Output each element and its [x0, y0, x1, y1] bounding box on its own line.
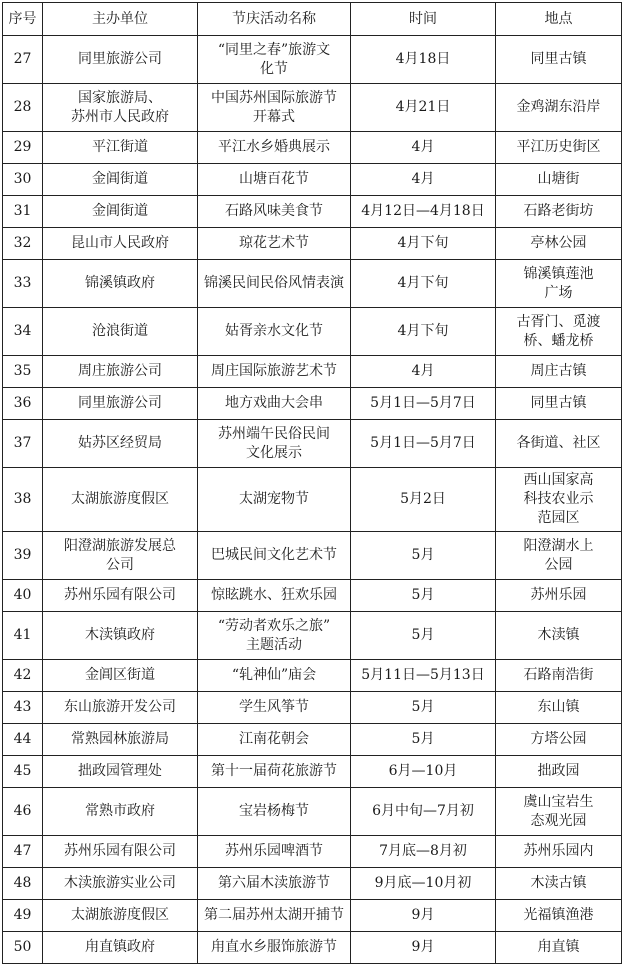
cell-time: 4月21日 — [351, 84, 496, 132]
table-row — [3, 532, 622, 580]
cell-time: 4月12日—4月18日 — [351, 196, 496, 228]
cell-index: 27 — [3, 36, 43, 84]
cell-location: 古胥门、觅渡 桥、蟠龙桥 — [496, 308, 622, 356]
cell-location: 石路老街坊 — [496, 196, 622, 228]
cell-index: 46 — [3, 788, 43, 836]
table-row — [3, 260, 622, 308]
cell-index: 44 — [3, 724, 43, 756]
cell-organizer: 苏州乐园有限公司 — [43, 836, 198, 868]
cell-time: 5月11日—5月13日 — [351, 660, 496, 692]
cell-time: 9月 — [351, 932, 496, 964]
cell-organizer: 同里旅游公司 — [43, 36, 198, 84]
cell-index: 43 — [3, 692, 43, 724]
cell-time: 5月1日—5月7日 — [351, 388, 496, 420]
cell-organizer: 阳澄湖旅游发展总 公司 — [43, 532, 198, 580]
table-row — [3, 932, 622, 964]
cell-event-name: 周庄国际旅游艺术节 — [198, 356, 351, 388]
cell-time: 9月底—10月初 — [351, 868, 496, 900]
cell-time: 4月下旬 — [351, 228, 496, 260]
cell-time: 4月18日 — [351, 36, 496, 84]
table-row — [3, 900, 622, 932]
cell-organizer: 太湖旅游度假区 — [43, 900, 198, 932]
cell-event-name: 江南花朝会 — [198, 724, 351, 756]
cell-time: 6月—10月 — [351, 756, 496, 788]
cell-organizer: 太湖旅游度假区 — [43, 468, 198, 532]
cell-location: 苏州乐园内 — [496, 836, 622, 868]
cell-index: 37 — [3, 420, 43, 468]
table-row — [3, 724, 622, 756]
cell-index: 29 — [3, 132, 43, 164]
cell-location: 石路南浩街 — [496, 660, 622, 692]
cell-organizer: 姑苏区经贸局 — [43, 420, 198, 468]
cell-organizer: 沧浪街道 — [43, 308, 198, 356]
cell-time: 5月 — [351, 612, 496, 660]
cell-organizer: 锦溪镇政府 — [43, 260, 198, 308]
table-row — [3, 692, 622, 724]
table-row — [3, 836, 622, 868]
table-row — [3, 468, 622, 532]
cell-location: 方塔公园 — [496, 724, 622, 756]
cell-time: 5月 — [351, 532, 496, 580]
cell-location: 平江历史街区 — [496, 132, 622, 164]
cell-index: 28 — [3, 84, 43, 132]
cell-location: 同里古镇 — [496, 388, 622, 420]
cell-event-name: 第六届木渎旅游节 — [198, 868, 351, 900]
cell-organizer: 金阊街道 — [43, 164, 198, 196]
cell-event-name: 宝岩杨梅节 — [198, 788, 351, 836]
cell-organizer: 木渎旅游实业公司 — [43, 868, 198, 900]
cell-time: 5月1日—5月7日 — [351, 420, 496, 468]
table-row — [3, 84, 622, 132]
table-row — [3, 420, 622, 468]
cell-event-name: 姑胥亲水文化节 — [198, 308, 351, 356]
cell-organizer: 甪直镇政府 — [43, 932, 198, 964]
table-row — [3, 756, 622, 788]
cell-event-name: 学生风筝节 — [198, 692, 351, 724]
table-row — [3, 132, 622, 164]
cell-location: 西山国家高 科技农业示 范园区 — [496, 468, 622, 532]
cell-organizer: 金阊区街道 — [43, 660, 198, 692]
cell-location: 各街道、社区 — [496, 420, 622, 468]
cell-event-name: 中国苏州国际旅游节 开幕式 — [198, 84, 351, 132]
cell-index: 31 — [3, 196, 43, 228]
cell-event-name: 锦溪民间民俗风情表演 — [198, 260, 351, 308]
cell-index: 45 — [3, 756, 43, 788]
cell-time: 5月2日 — [351, 468, 496, 532]
cell-organizer: 拙政园管理处 — [43, 756, 198, 788]
cell-event-name: 琼花艺术节 — [198, 228, 351, 260]
cell-organizer: 木渎镇政府 — [43, 612, 198, 660]
table-row — [3, 36, 622, 84]
cell-location: 亭林公园 — [496, 228, 622, 260]
cell-index: 48 — [3, 868, 43, 900]
cell-organizer: 常熟园林旅游局 — [43, 724, 198, 756]
header-location: 地点 — [496, 3, 622, 36]
cell-event-name: 第二届苏州太湖开捕节 — [198, 900, 351, 932]
cell-location: 周庄古镇 — [496, 356, 622, 388]
cell-index: 50 — [3, 932, 43, 964]
cell-location: 拙政园 — [496, 756, 622, 788]
cell-location: 虞山宝岩生 态观光园 — [496, 788, 622, 836]
cell-organizer: 昆山市人民政府 — [43, 228, 198, 260]
cell-index: 36 — [3, 388, 43, 420]
cell-event-name: 惊眩跳水、狂欢乐园 — [198, 580, 351, 612]
cell-index: 42 — [3, 660, 43, 692]
cell-time: 9月 — [351, 900, 496, 932]
cell-event-name: 平江水乡婚典展示 — [198, 132, 351, 164]
table-row — [3, 788, 622, 836]
table-row — [3, 356, 622, 388]
cell-organizer: 苏州乐园有限公司 — [43, 580, 198, 612]
cell-time: 4月下旬 — [351, 260, 496, 308]
cell-event-name: “轧神仙”庙会 — [198, 660, 351, 692]
cell-location: 苏州乐园 — [496, 580, 622, 612]
cell-time: 4月 — [351, 164, 496, 196]
table-row — [3, 388, 622, 420]
cell-event-name: 地方戏曲大会串 — [198, 388, 351, 420]
cell-event-name: 山塘百花节 — [198, 164, 351, 196]
cell-location: 甪直镇 — [496, 932, 622, 964]
cell-location: 木渎古镇 — [496, 868, 622, 900]
cell-organizer: 东山旅游开发公司 — [43, 692, 198, 724]
cell-event-name: “劳动者欢乐之旅” 主题活动 — [198, 612, 351, 660]
cell-index: 30 — [3, 164, 43, 196]
cell-index: 34 — [3, 308, 43, 356]
cell-event-name: 巴城民间文化艺术节 — [198, 532, 351, 580]
cell-organizer: 同里旅游公司 — [43, 388, 198, 420]
header-row — [3, 3, 622, 36]
header-event-name: 节庆活动名称 — [198, 3, 351, 36]
header-time: 时间 — [351, 3, 496, 36]
cell-time: 4月下旬 — [351, 308, 496, 356]
cell-location: 金鸡湖东沿岸 — [496, 84, 622, 132]
cell-location: 同里古镇 — [496, 36, 622, 84]
cell-event-name: 石路风味美食节 — [198, 196, 351, 228]
cell-event-name: 苏州乐园啤酒节 — [198, 836, 351, 868]
table-row — [3, 164, 622, 196]
cell-time: 5月 — [351, 692, 496, 724]
cell-location: 光福镇渔港 — [496, 900, 622, 932]
cell-time: 7月底—8月初 — [351, 836, 496, 868]
table-body — [3, 36, 622, 964]
cell-index: 47 — [3, 836, 43, 868]
cell-location: 阳澄湖水上 公园 — [496, 532, 622, 580]
cell-event-name: 甪直水乡服饰旅游节 — [198, 932, 351, 964]
cell-organizer: 常熟市政府 — [43, 788, 198, 836]
cell-index: 38 — [3, 468, 43, 532]
table-row — [3, 308, 622, 356]
table-row — [3, 196, 622, 228]
cell-time: 5月 — [351, 724, 496, 756]
cell-location: 山塘街 — [496, 164, 622, 196]
cell-location: 锦溪镇莲池 广场 — [496, 260, 622, 308]
cell-organizer: 国家旅游局、 苏州市人民政府 — [43, 84, 198, 132]
table-row — [3, 612, 622, 660]
table-row — [3, 580, 622, 612]
cell-time: 5月 — [351, 580, 496, 612]
cell-organizer: 金阊街道 — [43, 196, 198, 228]
cell-organizer: 平江街道 — [43, 132, 198, 164]
cell-index: 32 — [3, 228, 43, 260]
header-organizer: 主办单位 — [43, 3, 198, 36]
table-row — [3, 228, 622, 260]
cell-location: 木渎镇 — [496, 612, 622, 660]
cell-index: 35 — [3, 356, 43, 388]
cell-time: 4月 — [351, 132, 496, 164]
table-row — [3, 868, 622, 900]
cell-time: 6月中旬—7月初 — [351, 788, 496, 836]
festival-table — [2, 2, 622, 964]
cell-index: 41 — [3, 612, 43, 660]
cell-organizer: 周庄旅游公司 — [43, 356, 198, 388]
table-row — [3, 660, 622, 692]
cell-event-name: 苏州端午民俗民间 文化展示 — [198, 420, 351, 468]
cell-index: 49 — [3, 900, 43, 932]
cell-index: 33 — [3, 260, 43, 308]
cell-event-name: “同里之春”旅游文 化节 — [198, 36, 351, 84]
cell-event-name: 第十一届荷花旅游节 — [198, 756, 351, 788]
cell-location: 东山镇 — [496, 692, 622, 724]
cell-index: 40 — [3, 580, 43, 612]
cell-time: 4月 — [351, 356, 496, 388]
cell-index: 39 — [3, 532, 43, 580]
header-index: 序号 — [3, 3, 43, 36]
cell-event-name: 太湖宠物节 — [198, 468, 351, 532]
